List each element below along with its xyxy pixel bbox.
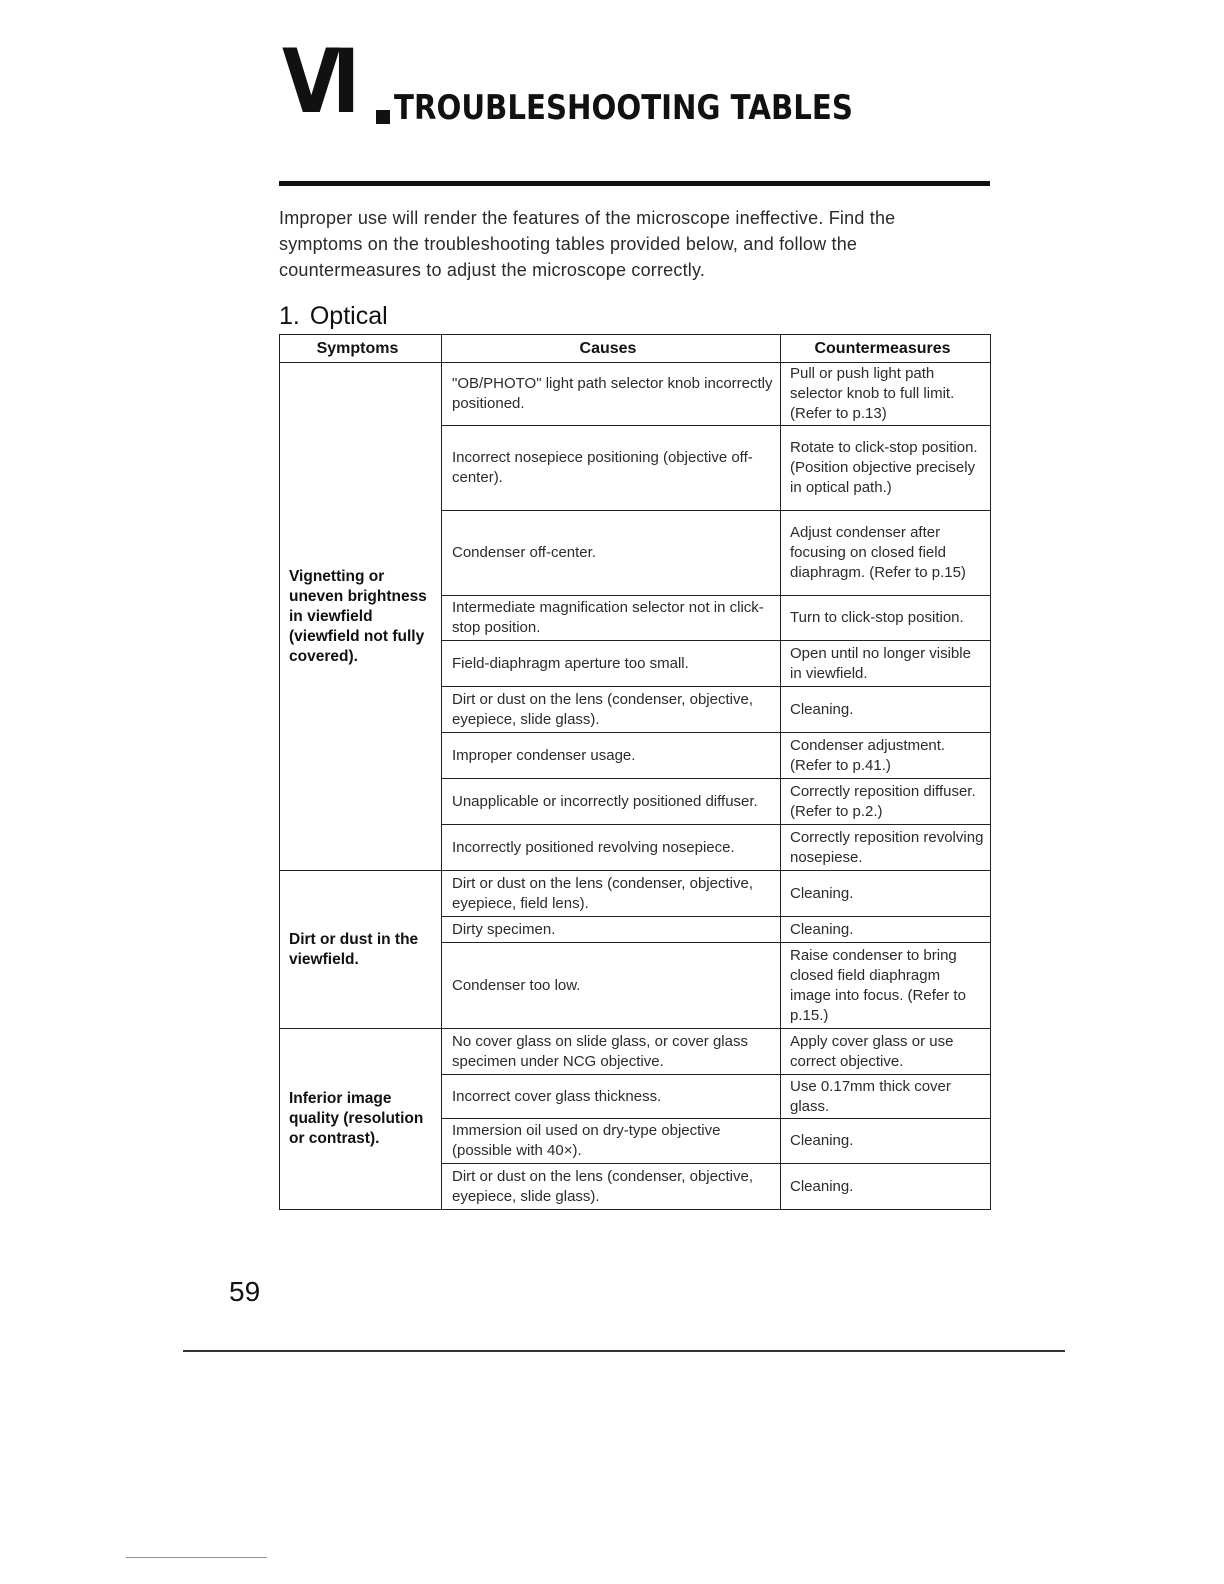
countermeasure-cell <box>780 1163 991 1210</box>
header-causes <box>441 334 781 363</box>
cause-cell-text: Dirt or dust on the lens (condenser, objective, eyepiece, slide glass). <box>452 690 753 728</box>
section-number: 1. <box>279 302 300 330</box>
cause-cell <box>441 1163 781 1210</box>
cause-cell-text: Incorrect nosepiece positioning (objective off-center). <box>452 449 753 486</box>
countermeasure-cell-text: Open until no longer visible in viewfield. <box>790 644 971 682</box>
section-heading <box>279 300 388 332</box>
chapter-numeral: VI <box>282 30 352 133</box>
cause-cell-text: Dirt or dust on the lens (condenser, objective, eyepiece, slide glass). <box>452 1167 753 1205</box>
countermeasure-cell-text: Adjust condenser after focusing on closed field diaphragm. (Refer to p.15) <box>790 524 966 581</box>
chapter-bullet <box>376 110 390 124</box>
page-number: 59 <box>229 1276 261 1307</box>
countermeasure-cell-text: Rotate to click-stop position. (Position objective precisely in optical path.) <box>790 439 978 496</box>
cause-cell <box>441 510 781 596</box>
countermeasure-cell <box>780 686 991 733</box>
chapter-title: TROUBLESHOOTING TABLES <box>394 88 853 128</box>
cause-cell-text: Dirty specimen. <box>452 920 556 938</box>
countermeasure-cell-text: Pull or push light path selector knob to full limit. (Refer to p.13) <box>790 365 955 422</box>
countermeasure-cell <box>780 425 991 511</box>
countermeasure-cell <box>780 870 991 917</box>
countermeasure-cell <box>780 362 991 426</box>
cause-cell <box>441 362 781 426</box>
countermeasure-cell <box>780 595 991 641</box>
header-countermeasures-text: Countermeasures <box>814 339 951 357</box>
countermeasure-cell-text: Cleaning. <box>790 884 854 902</box>
countermeasure-cell <box>780 942 991 1029</box>
header-symptoms <box>279 334 442 363</box>
cause-cell-text: "OB/PHOTO" light path selector knob incorrectly positioned. <box>452 375 773 412</box>
cause-cell <box>441 595 781 641</box>
footer-rule <box>183 1350 1065 1352</box>
cause-cell-text: Incorrectly positioned revolving nosepiece. <box>452 838 735 856</box>
symptom-cell <box>279 1028 442 1210</box>
cause-cell-text: No cover glass on slide glass, or cover glass specimen under NCG objective. <box>452 1032 748 1070</box>
cause-cell-text: Immersion oil used on dry-type objective (possible with 40×). <box>452 1122 721 1159</box>
cause-cell <box>441 824 781 871</box>
countermeasure-cell-text: Correctly reposition diffuser. (Refer to p.2.) <box>790 782 976 820</box>
header-causes-text: Causes <box>579 339 637 357</box>
footer-mark <box>126 1557 267 1558</box>
countermeasure-cell-text: Use 0.17mm thick cover glass. <box>790 1077 951 1115</box>
symptom-cell <box>279 362 442 871</box>
intro-paragraph: Improper use will render the features of the microscope ineffective. Find the symptoms on the troubleshooting tables provided below, and follow the countermeasures to adjust the microscope correctly. <box>279 208 896 280</box>
symptom-cell-text: Vignetting or uneven brightness in viewfield (viewfield not fully covered). <box>289 567 427 665</box>
cause-cell <box>441 916 781 943</box>
heading-rule <box>279 181 990 186</box>
symptom-cell-text: Inferior image quality (resolution or contrast). <box>289 1090 424 1147</box>
countermeasure-cell-text: Condenser adjustment. (Refer to p.41.) <box>790 736 946 774</box>
cause-cell-text: Intermediate magnification selector not in click-stop position. <box>452 599 764 636</box>
header-countermeasures <box>780 334 991 363</box>
cause-cell <box>441 1028 781 1075</box>
symptom-cell <box>279 870 442 1029</box>
cause-cell-text: Unapplicable or incorrectly positioned diffuser. <box>452 792 758 810</box>
cause-cell <box>441 870 781 917</box>
cause-cell-text: Condenser off-center. <box>452 544 596 561</box>
countermeasure-cell <box>780 510 991 596</box>
cause-cell <box>441 1074 781 1119</box>
cause-cell <box>441 1118 781 1164</box>
cause-cell <box>441 778 781 825</box>
symptom-cell-text: Dirt or dust in the viewfield. <box>289 930 419 968</box>
countermeasure-cell-text: Apply cover glass or use correct objective. <box>790 1032 954 1070</box>
cause-cell-text: Field-diaphragm aperture too small. <box>452 654 689 672</box>
countermeasure-cell <box>780 1028 991 1075</box>
header-symptoms-text: Symptoms <box>316 339 399 357</box>
cause-cell-text: Improper condenser usage. <box>452 746 636 764</box>
cause-cell <box>441 425 781 511</box>
countermeasure-cell <box>780 778 991 825</box>
countermeasure-cell-text: Cleaning. <box>790 1132 854 1149</box>
cause-cell <box>441 640 781 687</box>
countermeasure-cell-text: Cleaning. <box>790 1177 854 1195</box>
countermeasure-cell-text: Turn to click-stop position. <box>790 609 964 626</box>
cause-cell-text: Incorrect cover glass thickness. <box>452 1087 662 1105</box>
countermeasure-cell <box>780 1118 991 1164</box>
countermeasure-cell-text: Raise condenser to bring closed field diaphragm image into focus. (Refer to p.15.) <box>790 946 966 1024</box>
cause-cell <box>441 686 781 733</box>
cause-cell-text: Condenser too low. <box>452 976 581 994</box>
countermeasure-cell-text: Correctly reposition revolving nosepiese. <box>790 828 984 866</box>
cause-cell-text: Dirt or dust on the lens (condenser, objective, eyepiece, field lens). <box>452 874 753 912</box>
countermeasure-cell <box>780 916 991 943</box>
countermeasure-cell-text: Cleaning. <box>790 700 854 718</box>
section-title: Optical <box>309 302 388 330</box>
cause-cell <box>441 732 781 779</box>
countermeasure-cell <box>780 824 991 871</box>
countermeasure-cell <box>780 732 991 779</box>
cause-cell <box>441 942 781 1029</box>
countermeasure-cell <box>780 1074 991 1119</box>
countermeasure-cell <box>780 640 991 687</box>
countermeasure-cell-text: Cleaning. <box>790 920 854 938</box>
